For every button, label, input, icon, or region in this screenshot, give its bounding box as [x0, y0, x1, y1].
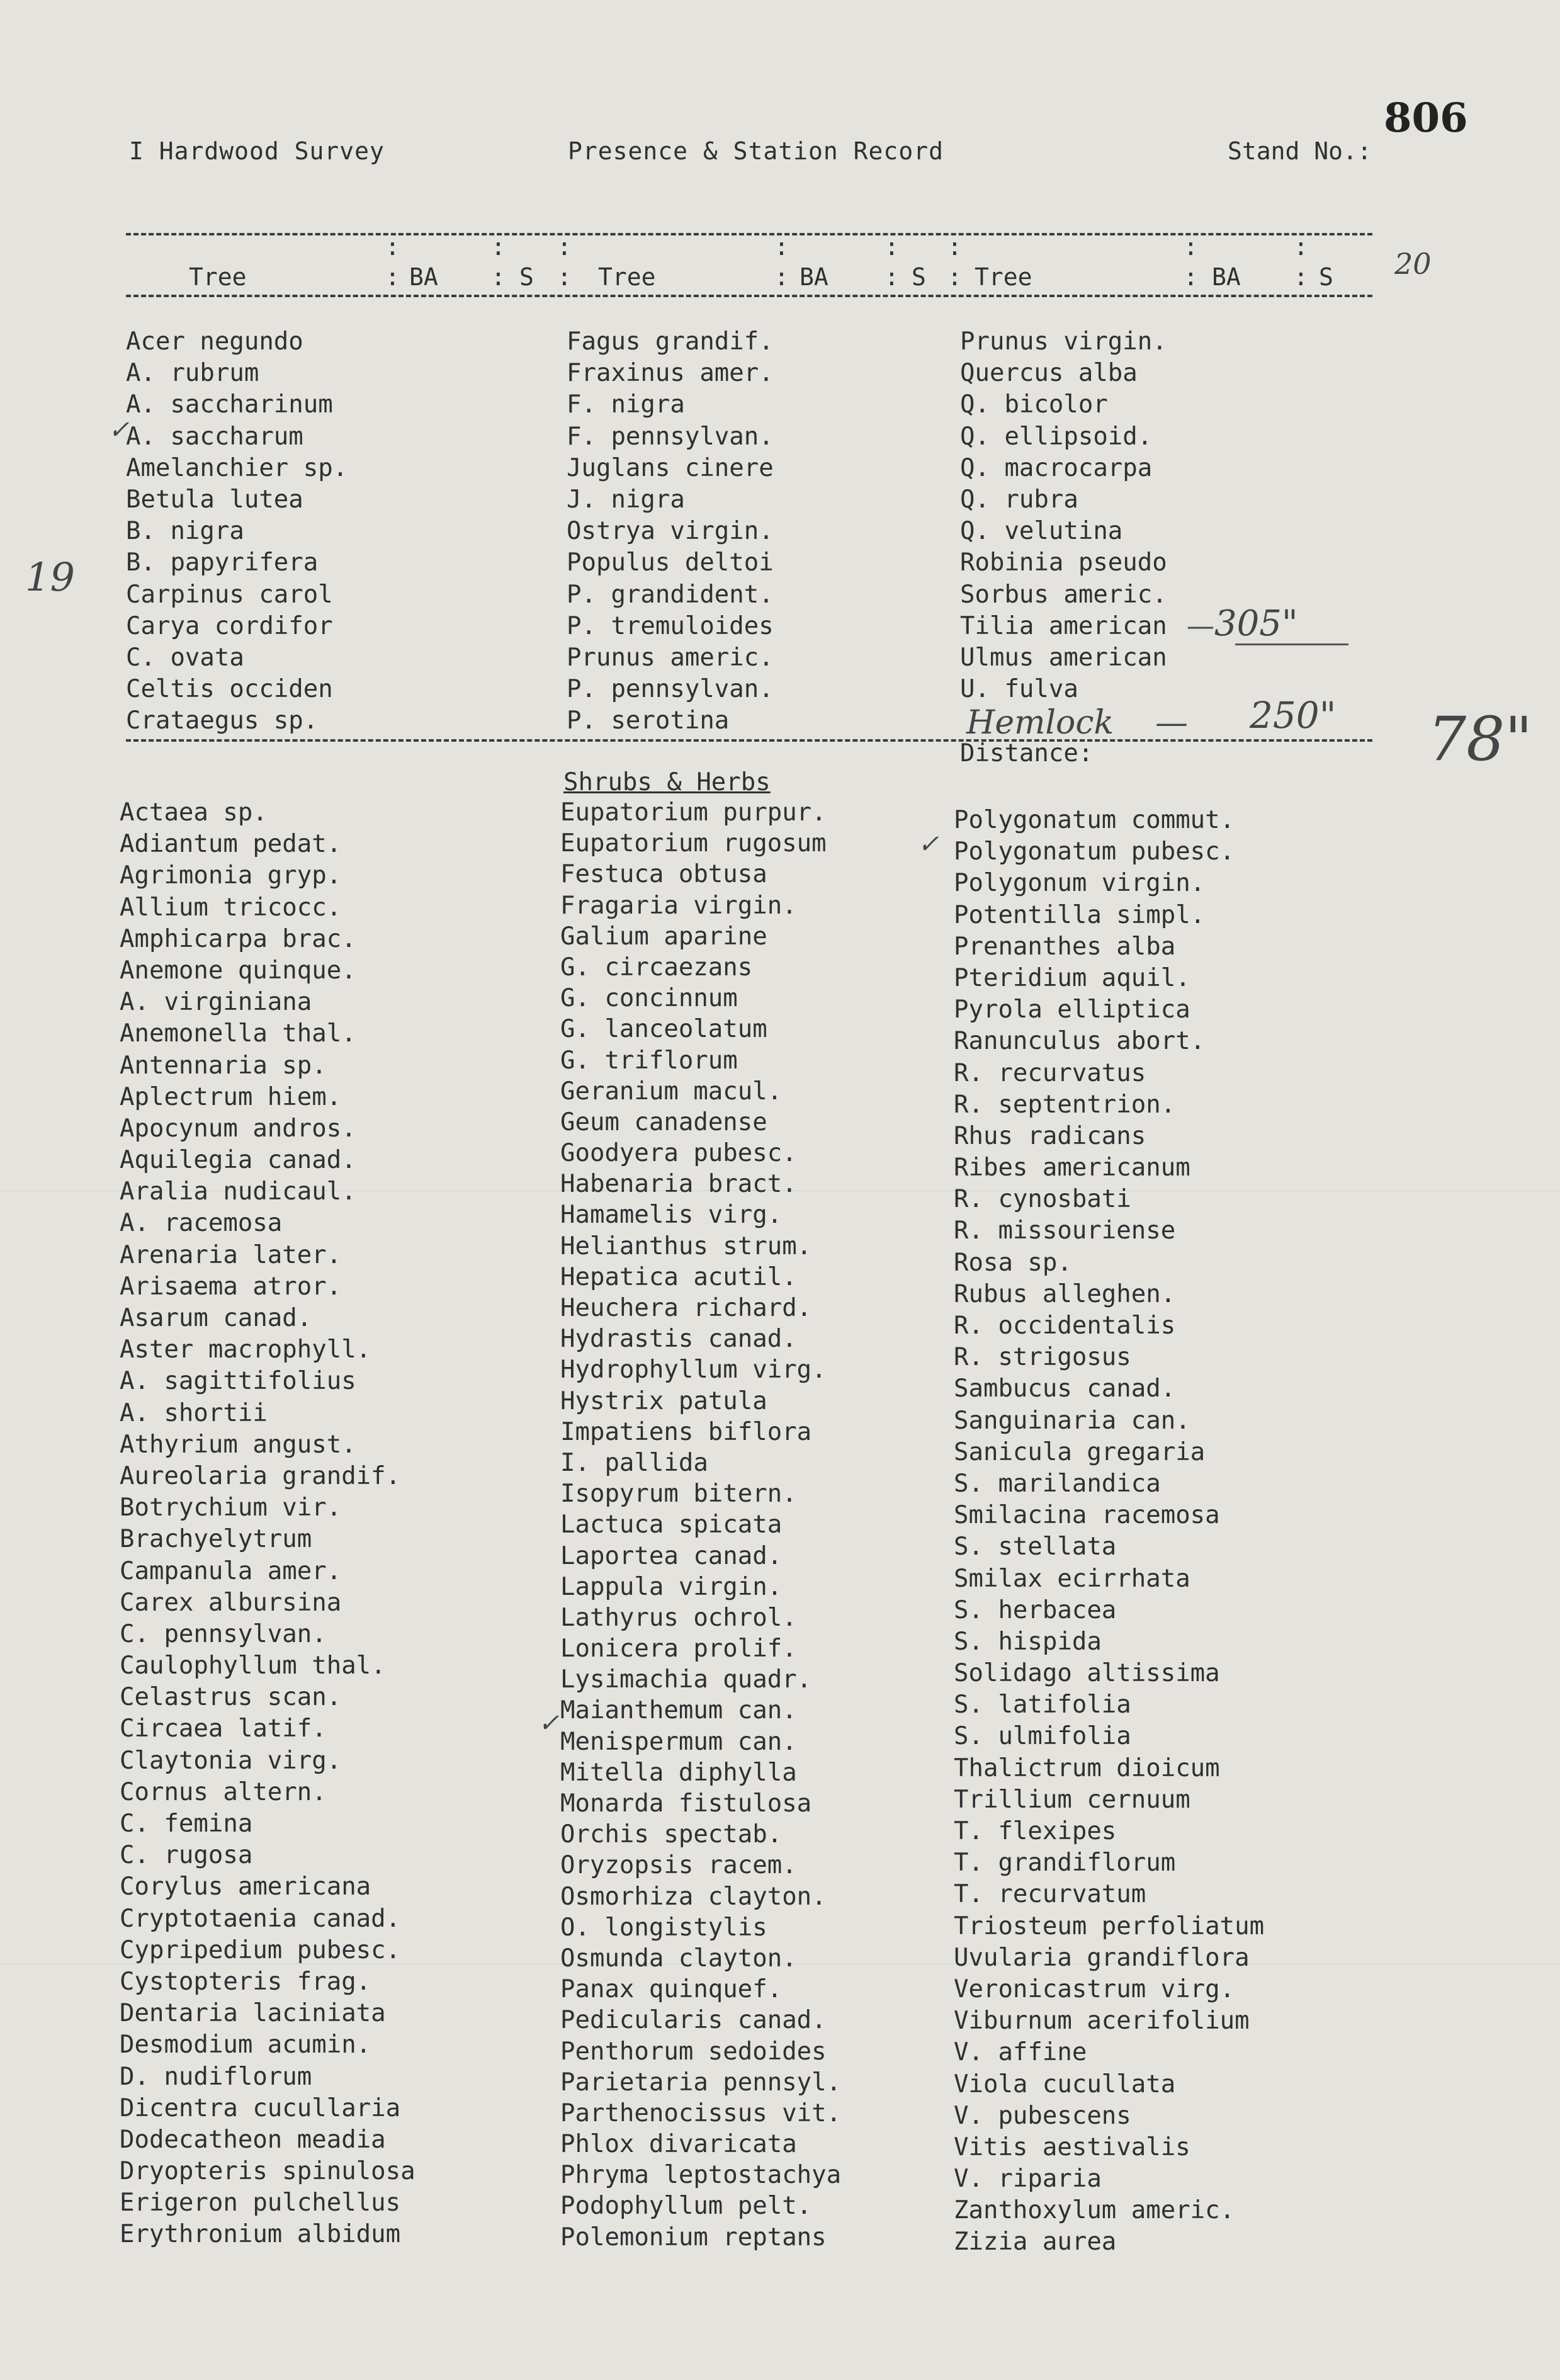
- herb-item: O. longistylis: [560, 1913, 767, 1942]
- herb-item: Viola cucullata: [954, 2070, 1176, 2099]
- check-mark: ✓: [918, 830, 939, 859]
- herb-item: Pedicularis canad.: [560, 2006, 827, 2035]
- handwritten-hemlock-dash: —: [1155, 704, 1188, 742]
- herb-item: Smilacina racemosa: [954, 1501, 1220, 1530]
- herb-list-3: [954, 805, 1264, 2258]
- herb-item: Geum canadense: [560, 1108, 767, 1136]
- herb-item: Dicentra cucullaria: [120, 2094, 401, 2122]
- tree-item: P. pennsylvan.: [567, 675, 774, 704]
- herb-item: Aralia nudicaul.: [120, 1177, 356, 1206]
- herb-item: Osmunda clayton.: [560, 1944, 797, 1973]
- herb-item: Sanicula gregaria: [954, 1437, 1206, 1466]
- herb-item: Athyrium angust.: [120, 1430, 356, 1459]
- herb-item: Eupatorium rugosum: [560, 829, 827, 858]
- herb-item: Lathyrus ochrol.: [560, 1603, 797, 1632]
- tree-item: Q. macrocarpa: [960, 453, 1153, 482]
- tree-item: Quercus alba: [960, 359, 1138, 388]
- herb-item: C. femina: [120, 1810, 253, 1838]
- herb-item: A. virginiana: [120, 988, 312, 1017]
- herb-item: Osmorhiza clayton.: [560, 1882, 827, 1911]
- tree-item: Fraxinus amer.: [567, 359, 774, 388]
- herb-item: Zizia aurea: [954, 2228, 1117, 2257]
- tree-list-3: [960, 326, 1167, 705]
- herb-item: V. affine: [954, 2038, 1087, 2067]
- handwritten-hemlock-value: 250": [1250, 694, 1337, 737]
- herb-item: R. occidentalis: [954, 1312, 1176, 1340]
- herb-item: S. herbacea: [954, 1595, 1117, 1624]
- herb-item: Orchis spectab.: [560, 1820, 783, 1849]
- herb-item: Oryzopsis racem.: [560, 1851, 797, 1880]
- herb-item: Celastrus scan.: [120, 1683, 342, 1712]
- herb-item: Brachyelytrum: [120, 1525, 312, 1554]
- herb-item: Adiantum pedat.: [120, 830, 342, 859]
- herb-item: Penthorum sedoides: [560, 2037, 827, 2066]
- herb-item: G. circaezans: [560, 953, 753, 982]
- tree-item: A. saccharum: [126, 422, 303, 451]
- herb-item: Mitella diphylla: [560, 1758, 797, 1787]
- herb-item: A. shortii: [120, 1398, 268, 1427]
- herb-item: Hamamelis virg.: [560, 1201, 783, 1230]
- tree-item: Q. bicolor: [960, 390, 1108, 419]
- herb-item: Asarum canad.: [120, 1304, 312, 1332]
- herb-item: Desmodium acumin.: [120, 2031, 371, 2060]
- herb-item: Menispermum can.: [560, 1727, 797, 1756]
- herb-item: Amphicarpa brac.: [120, 924, 356, 953]
- sep-colon: :: [774, 233, 789, 261]
- tree-item: Populus deltoi: [567, 548, 774, 577]
- herb-item: Cryptotaenia canad.: [120, 1904, 401, 1933]
- herb-item: R. septentrion.: [954, 1090, 1176, 1119]
- herb-item: Viburnum acerifolium: [954, 2007, 1250, 2036]
- col-header-s-1: S: [519, 263, 534, 291]
- herb-item: Anemone quinque.: [120, 956, 356, 985]
- herb-item: Hydrastis canad.: [560, 1325, 797, 1354]
- sep-colon: :: [385, 263, 400, 291]
- sep-colon: :: [491, 263, 506, 291]
- sep-colon: :: [947, 233, 962, 261]
- herb-item: Corylus americana: [120, 1873, 371, 1901]
- tree-item: A. saccharinum: [126, 390, 333, 419]
- tree-item: Q. velutina: [960, 517, 1123, 546]
- herb-item: Parietaria pennsyl.: [560, 2068, 842, 2097]
- sep-colon: :: [774, 263, 789, 291]
- herb-item: Vitis aestivalis: [954, 2133, 1190, 2162]
- herb-item: Potentilla simpl.: [954, 900, 1206, 929]
- herb-item: D. nudiflorum: [120, 2062, 312, 2091]
- tree-item: Crataegus sp.: [126, 706, 319, 735]
- col-header-ba-3: BA: [1212, 263, 1241, 291]
- herb-item: R. cynosbati: [954, 1185, 1131, 1214]
- herb-item: A. sagittifolius: [120, 1367, 356, 1396]
- herb-item: Thalictrum dioicum: [954, 1754, 1220, 1782]
- tree-list-2: [567, 326, 774, 737]
- tree-item: A. rubrum: [126, 359, 259, 388]
- tree-item: Prunus virgin.: [960, 327, 1167, 356]
- tree-item: Prunus americ.: [567, 643, 774, 672]
- herb-item: Erigeron pulchellus: [120, 2189, 401, 2218]
- herb-item: Polygonum virgin.: [954, 869, 1206, 898]
- herb-item: Fragaria virgin.: [560, 891, 797, 920]
- herb-item: S. latifolia: [954, 1691, 1131, 1720]
- tree-item: Q. rubra: [960, 485, 1078, 514]
- tree-item: Carpinus carol: [126, 580, 333, 609]
- tree-item: P. grandident.: [567, 580, 774, 609]
- check-mark: ✓: [538, 1709, 560, 1738]
- herb-item: Monarda fistulosa: [560, 1789, 812, 1818]
- tree-item: Ulmus american: [960, 643, 1167, 672]
- tree-item: C. ovata: [126, 643, 244, 672]
- herb-item: T. recurvatum: [954, 1880, 1146, 1909]
- tree-item: Robinia pseudo: [960, 548, 1167, 577]
- herb-item: Goodyera pubesc.: [560, 1139, 797, 1168]
- herb-item: Sambucus canad.: [954, 1374, 1176, 1403]
- herb-item: Aquilegia canad.: [120, 1146, 356, 1175]
- herb-item: Hystrix patula: [560, 1386, 767, 1415]
- herb-item: Pyrola elliptica: [954, 995, 1190, 1024]
- col-header-ba-2: BA: [800, 263, 828, 291]
- herb-item: Caulophyllum thal.: [120, 1652, 386, 1680]
- sep-colon: :: [1184, 233, 1198, 261]
- herb-item: Agrimonia gryp.: [120, 861, 342, 890]
- paper-fold: [0, 1963, 1560, 1964]
- tree-item: U. fulva: [960, 675, 1078, 704]
- herb-item: Galium aparine: [560, 922, 767, 951]
- herb-item: Polemonium reptans: [560, 2223, 827, 2252]
- herb-item: Anemonella thal.: [120, 1019, 356, 1048]
- herb-item: C. rugosa: [120, 1841, 253, 1870]
- tree-item: P. tremuloides: [567, 611, 774, 640]
- col-header-ba-1: BA: [409, 263, 438, 291]
- herb-item: Veronicastrum virg.: [954, 1975, 1235, 2003]
- herb-item: Dryopteris spinulosa: [120, 2157, 415, 2186]
- herb-item: Cornus altern.: [120, 1777, 327, 1806]
- herb-item: Parthenocissus vit.: [560, 2099, 842, 2128]
- tree-item: Celtis occiden: [126, 675, 333, 704]
- herb-item: Antennaria sp.: [120, 1051, 327, 1080]
- header-rule: [126, 295, 1372, 297]
- herb-item: Allium tricocc.: [120, 893, 342, 922]
- sep-colon: :: [1294, 233, 1308, 261]
- herb-item: Lonicera prolif.: [560, 1635, 797, 1663]
- herb-item: Arenaria later.: [120, 1240, 342, 1269]
- herb-item: Polygonatum pubesc.: [954, 837, 1235, 866]
- sep-colon: :: [947, 263, 962, 291]
- handwritten-hemlock-label: Hemlock: [966, 704, 1114, 742]
- herb-item: Aureolaria grandif.: [120, 1461, 401, 1490]
- herb-item: Rhus radicans: [954, 1121, 1146, 1150]
- sep-colon: :: [557, 263, 572, 291]
- herb-item: Habenaria bract.: [560, 1170, 797, 1199]
- tree-item: Fagus grandif.: [567, 327, 774, 356]
- herb-item: S. hispida: [954, 1627, 1102, 1656]
- col-header-tree-1: Tree: [189, 263, 247, 291]
- herb-item: Maianthemum can.: [560, 1696, 797, 1725]
- herb-item: C. pennsylvan.: [120, 1619, 327, 1648]
- tilia-underline: [1235, 643, 1348, 645]
- herb-item: Zanthoxylum americ.: [954, 2196, 1235, 2225]
- herb-item: Dodecatheon meadia: [120, 2125, 386, 2154]
- herb-item: S. ulmifolia: [954, 1722, 1131, 1751]
- herb-item: V. pubescens: [954, 2101, 1131, 2130]
- handwritten-right-margin: 78": [1428, 704, 1533, 774]
- herb-item: T. flexipes: [954, 1817, 1117, 1845]
- herb-item: Prenanthes alba: [954, 932, 1176, 961]
- herb-item: Circaea latif.: [120, 1714, 327, 1743]
- herb-item: Uvularia grandiflora: [954, 1943, 1250, 1972]
- col-header-tree-3: Tree: [975, 263, 1032, 291]
- herb-item: Ribes americanum: [954, 1153, 1190, 1182]
- herb-item: S. stellata: [954, 1533, 1117, 1561]
- herb-item: G. triflorum: [560, 1046, 738, 1075]
- sep-colon: :: [557, 233, 572, 261]
- herb-item: Phryma leptostachya: [560, 2161, 842, 2190]
- herb-item: S. marilandica: [954, 1469, 1161, 1498]
- herb-list-1: [120, 797, 415, 2251]
- sep-colon: :: [491, 233, 506, 261]
- herb-item: Polygonatum commut.: [954, 806, 1235, 834]
- herb-item: Trillium cernuum: [954, 1785, 1190, 1814]
- herb-item: Smilax ecirrhata: [954, 1564, 1190, 1593]
- herb-item: Apocynum andros.: [120, 1114, 356, 1143]
- sep-colon: :: [1294, 263, 1308, 291]
- herb-item: A. racemosa: [120, 1209, 283, 1238]
- tree-item: Amelanchier sp.: [126, 453, 348, 482]
- tree-item: Carya cordifor: [126, 611, 333, 640]
- herb-item: Campanula amer.: [120, 1556, 342, 1585]
- herb-list-2: [560, 797, 841, 2253]
- check-mark: ✓: [108, 416, 130, 445]
- sep-colon: :: [885, 263, 899, 291]
- record-title: Presence & Station Record: [568, 137, 944, 165]
- tree-item: Q. ellipsoid.: [960, 422, 1153, 451]
- herb-item: Erythronium albidum: [120, 2220, 401, 2249]
- tree-item: Sorbus americ.: [960, 580, 1167, 609]
- herb-item: G. concinnum: [560, 984, 738, 1013]
- col-header-s-2: S: [912, 263, 926, 291]
- stand-number-handwritten: 806: [1384, 94, 1468, 142]
- herb-item: Aster macrophyll.: [120, 1335, 371, 1364]
- herb-item: Impatiens biflora: [560, 1417, 812, 1446]
- tree-item: F. pennsylvan.: [567, 422, 774, 451]
- tree-item: F. nigra: [567, 390, 685, 419]
- herb-item: Botrychium vir.: [120, 1493, 342, 1522]
- tree-item: J. nigra: [567, 485, 685, 514]
- sep-colon: :: [1184, 263, 1198, 291]
- herb-item: Geranium macul.: [560, 1077, 783, 1106]
- tree-list-1: [126, 326, 348, 737]
- tree-item: Juglans cinere: [567, 453, 774, 482]
- herb-item: Triosteum perfoliatum: [954, 1912, 1265, 1941]
- herb-item: Lysimachia quadr.: [560, 1665, 812, 1694]
- herb-item: G. lanceolatum: [560, 1015, 767, 1044]
- herb-item: Isopyrum bitern.: [560, 1480, 797, 1509]
- tilia-value-text: 305": [1214, 603, 1298, 644]
- herb-item: T. grandiflorum: [954, 1849, 1176, 1878]
- herb-item: Heuchera richard.: [560, 1294, 812, 1322]
- herb-item: Laportea canad.: [560, 1541, 783, 1570]
- herb-item: Podophyllum pelt.: [560, 2192, 812, 2221]
- herb-item: Pteridium aquil.: [954, 963, 1190, 992]
- herb-item: Sanguinaria can.: [954, 1406, 1190, 1435]
- survey-title: I Hardwood Survey: [129, 137, 385, 165]
- herb-item: Cypripedium pubesc.: [120, 1935, 401, 1964]
- herb-item: R. missouriense: [954, 1216, 1176, 1245]
- herb-item: Rubus alleghen.: [954, 1279, 1176, 1308]
- herb-item: Eupatorium purpur.: [560, 798, 827, 827]
- herb-item: Rosa sp.: [954, 1248, 1072, 1277]
- col-header-tree-2: Tree: [598, 263, 656, 291]
- herb-item: I. pallida: [560, 1448, 708, 1477]
- distance-label: Distance:: [960, 739, 1094, 768]
- sep-colon: :: [385, 233, 400, 261]
- tree-item: Betula lutea: [126, 485, 303, 514]
- herb-item: Ranunculus abort.: [954, 1027, 1206, 1056]
- herb-item: Hydrophyllum virg.: [560, 1356, 827, 1385]
- trees-bottom-rule: [126, 739, 1372, 742]
- herb-item: Cystopteris frag.: [120, 1967, 371, 1996]
- herb-item: Lappula virgin.: [560, 1572, 783, 1601]
- herb-item: R. strigosus: [954, 1343, 1131, 1372]
- herb-item: Phlox divaricata: [560, 2130, 797, 2159]
- herb-item: Hepatica acutil.: [560, 1262, 797, 1291]
- herb-item: Actaea sp.: [120, 798, 268, 827]
- herb-item: Lactuca spicata: [560, 1510, 783, 1539]
- handwritten-margin-left: 19: [25, 554, 75, 600]
- herb-item: Claytonia virg.: [120, 1746, 342, 1775]
- tree-item: B. papyrifera: [126, 548, 319, 577]
- tree-item: Tilia american: [960, 611, 1167, 640]
- tree-item: B. nigra: [126, 517, 244, 546]
- herb-item: Helianthus strum.: [560, 1232, 812, 1261]
- herb-item: Arisaema atror.: [120, 1272, 342, 1301]
- herb-item: Dentaria laciniata: [120, 1999, 386, 2028]
- stand-number-label: Stand No.:: [1228, 137, 1372, 165]
- herb-item: Festuca obtusa: [560, 860, 767, 889]
- herb-item: Carex albursina: [120, 1588, 342, 1617]
- handwritten-col-note: 20: [1394, 247, 1432, 281]
- tree-item: Ostrya virgin.: [567, 517, 774, 546]
- handwritten-tilia-value: —305": [1187, 603, 1298, 644]
- shrubs-herbs-title: Shrubs & Herbs: [563, 768, 771, 796]
- sep-colon: :: [885, 233, 899, 261]
- herb-item: V. riparia: [954, 2165, 1102, 2194]
- tree-item: Acer negundo: [126, 327, 303, 356]
- paper-fold: [0, 1190, 1560, 1191]
- herb-item: Panax quinquef.: [560, 1975, 783, 2004]
- herb-item: R. recurvatus: [954, 1058, 1146, 1087]
- herb-item: Aplectrum hiem.: [120, 1082, 342, 1111]
- tree-item: P. serotina: [567, 706, 730, 735]
- herb-item: Solidago altissima: [954, 1659, 1220, 1688]
- col-header-s-3: S: [1319, 263, 1333, 291]
